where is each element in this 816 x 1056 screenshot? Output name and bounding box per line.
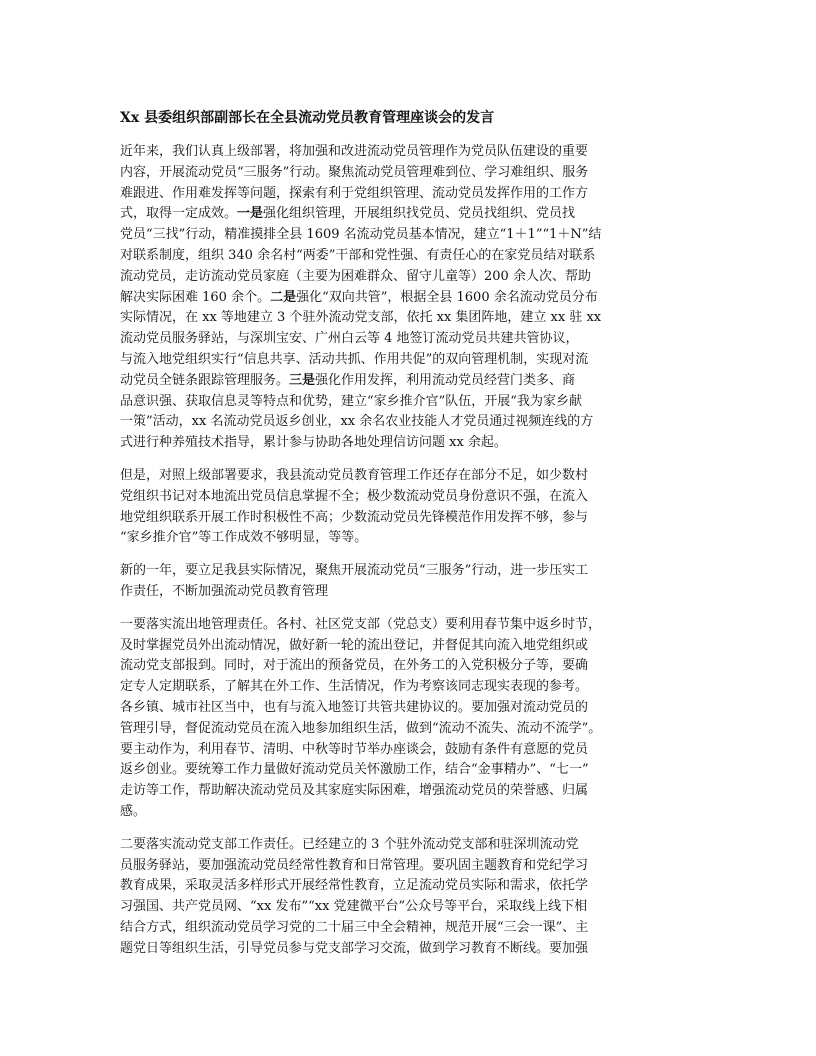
- document-body: [120, 142, 698, 959]
- text-line: [120, 528, 698, 549]
- text-segment: 要主动作为，利用春节、清明、中秋等时节举办座谈会，鼓励有条件有意愿的党员: [120, 741, 589, 757]
- text-line: [120, 656, 698, 677]
- bold-lead-text: 三是: [289, 372, 316, 388]
- text-line: [120, 329, 698, 350]
- text-segment: 党员“三找”行动，精准摸排全县 1609 名流动党员基本情况，建立“1＋1”“1＋N”结: [120, 227, 602, 243]
- text-segment: 与流入地党组织实行“信息共享、活动共抓、作用共促”的双向管理机制，实现对流: [120, 351, 589, 367]
- text-segment: 实际情况，在 xx 等地建立 3 个驻外流动党支部，依托 xx 集团阵地，建立 xx 驻 xx: [120, 310, 602, 326]
- text-line: [120, 740, 698, 761]
- text-line: [120, 615, 698, 636]
- text-segment: 式进行种养殖技术指导，累计参与协助各地处理信访问题 xx 余起。: [120, 435, 507, 451]
- document-page: [120, 108, 698, 971]
- text-line: [120, 897, 698, 918]
- text-line: [120, 677, 698, 698]
- text-segment: 动党员全链条跟踪管理服务。: [120, 372, 290, 388]
- text-line: [120, 939, 698, 960]
- text-segment: “家乡推介官”等工作成效不够明显，等等。: [120, 530, 368, 546]
- text-line: [120, 142, 698, 163]
- body-paragraph: [120, 615, 698, 823]
- body-paragraph: [120, 835, 698, 960]
- text-line: [120, 308, 698, 329]
- text-line: [120, 582, 698, 603]
- text-line: [120, 719, 698, 740]
- text-line: [120, 267, 698, 288]
- text-segment: 强化作用发挥，利用流动党员经营门类多、商: [315, 372, 576, 388]
- body-paragraph: [120, 142, 698, 454]
- text-line: [120, 204, 698, 225]
- text-segment: 教育成果，采取灵活多样形式开展经常性教育，立足流动党员实际和需求，依托学: [120, 878, 589, 894]
- text-segment: 强化“双向共管”，根据全县 1600 余名流动党员分布: [296, 289, 598, 305]
- text-segment: 党组织书记对本地流出党员信息掌握不全；极少数流动党员身份意识不强，在流入: [120, 488, 589, 504]
- body-paragraph: [120, 561, 698, 603]
- text-segment: 二要落实流动党支部工作责任。已经建立的 3 个驻外流动党支部和驻深圳流动党: [120, 836, 579, 852]
- text-line: [120, 184, 698, 205]
- text-line: [120, 225, 698, 246]
- text-segment: 流动党支部报到。同时，对于流出的预备党员，在外务工的入党积极分子等，要确: [120, 658, 589, 674]
- text-segment: 感。: [120, 803, 147, 819]
- text-segment: 管理引导，督促流动党员在流入地参加组织生活，做到“流动不流失、流动不流学”。: [120, 720, 602, 736]
- text-line: [120, 163, 698, 184]
- text-segment: 但是，对照上级部署要求，我县流动党员教育管理工作还存在部分不足，如少数村: [120, 467, 589, 483]
- text-segment: 习强国、共产党员网、“xx 发布”“xx 党建微平台”公众号等平台，采取线上线下相: [120, 899, 588, 915]
- text-line: [120, 487, 698, 508]
- text-segment: 定专人定期联系，了解其在外工作、生活情况，作为考察该同志现实表现的参考。: [120, 679, 589, 695]
- text-segment: 对联系制度，组织 340 余名村“两委”干部和党性强、有责任心的在家党员结对联系: [120, 247, 596, 263]
- text-segment: 一要落实流出地管理责任。各村、社区党支部（党总支）要利用春节集中返乡时节，: [120, 616, 602, 632]
- text-line: [120, 288, 698, 309]
- text-line: [120, 781, 698, 802]
- text-line: [120, 918, 698, 939]
- text-line: [120, 802, 698, 823]
- text-segment: 一策”活动，xx 名流动党员返乡创业，xx 余名农业技能人才党员通过视频连线的方: [120, 414, 594, 430]
- text-segment: 品意识强、获取信息灵等特点和优势，建立“家乡推介官”队伍，开展“我为家乡献: [120, 393, 582, 409]
- text-line: [120, 246, 698, 267]
- text-line: [120, 760, 698, 781]
- text-segment: 流动党员服务驿站，与深圳宝安、广州白云等 4 地签订流动党员共建共管协议，: [120, 331, 579, 347]
- text-line: [120, 561, 698, 582]
- text-segment: 返乡创业。要统筹工作力量做好流动党员关怀激励工作，结合“金事精办”、“七一”: [120, 762, 589, 778]
- text-line: [120, 412, 698, 433]
- text-segment: 作责任，不断加强流动党员教育管理: [120, 583, 329, 599]
- text-segment: 结合方式，组织流动党员学习党的二十届三中全会精神，规范开展“三会一课”、主: [120, 919, 589, 935]
- text-segment: 难跟进、作用难发挥等问题，探索有利于党组织管理、流动党员发挥作用的工作方: [120, 185, 589, 201]
- text-line: [120, 876, 698, 897]
- text-segment: 地党组织联系开展工作时积极性不高；少数流动党员先锋模范作用发挥不够，参与: [120, 509, 589, 525]
- text-segment: 流动党员，走访流动党员家庭（主要为困难群众、留守儿童等）200 余人次、帮助: [120, 268, 591, 284]
- text-segment: 强化组织管理，开展组织找党员、党员找组织、党员找: [263, 206, 576, 222]
- text-line: [120, 350, 698, 371]
- document-title: Xx 县委组织部副部长在全县流动党员教育管理座谈会的发言: [120, 110, 495, 126]
- text-line: [120, 636, 698, 657]
- text-line: [120, 392, 698, 413]
- text-line: [120, 433, 698, 454]
- text-segment: 式，取得一定成效。: [120, 206, 238, 222]
- text-segment: 内容，开展流动党员“三服务”行动。聚焦流动党员管理难到位、学习难组织、服务: [120, 164, 589, 180]
- text-line: [120, 371, 698, 392]
- text-line: [120, 856, 698, 877]
- text-line: [120, 466, 698, 487]
- text-segment: 及时掌握党员外出流动情况，做好新一轮的流出登记，并督促其向流入地党组织或: [120, 637, 589, 653]
- text-segment: 解决实际困难 160 余个。: [120, 289, 271, 305]
- text-segment: 题党日等组织生活，引导党员参与党支部学习交流，做到学习教育不断线。要加强: [120, 940, 589, 956]
- text-line: [120, 508, 698, 529]
- bold-lead-text: 二是: [270, 289, 297, 305]
- text-segment: 近年来，我们认真上级部署，将加强和改进流动党员管理作为党员队伍建设的重要: [120, 144, 589, 159]
- bold-lead-text: 一是: [237, 206, 264, 222]
- text-segment: 各乡镇、城市社区当中，也有与流入地签订共管共建协议的。要加强对流动党员的: [120, 699, 589, 715]
- text-segment: 走访等工作，帮助解决流动党员及其家庭实际困难，增强流动党员的荣誉感、归属: [120, 783, 589, 799]
- text-segment: 员服务驿站，要加强流动党员经常性教育和日常管理。要巩固主题教育和党纪学习: [120, 857, 589, 873]
- body-paragraph: [120, 466, 698, 549]
- text-segment: 新的一年，要立足我县实际情况，聚焦开展流动党员“三服务”行动，进一步压实工: [120, 563, 589, 579]
- text-line: [120, 835, 698, 856]
- text-line: [120, 698, 698, 719]
